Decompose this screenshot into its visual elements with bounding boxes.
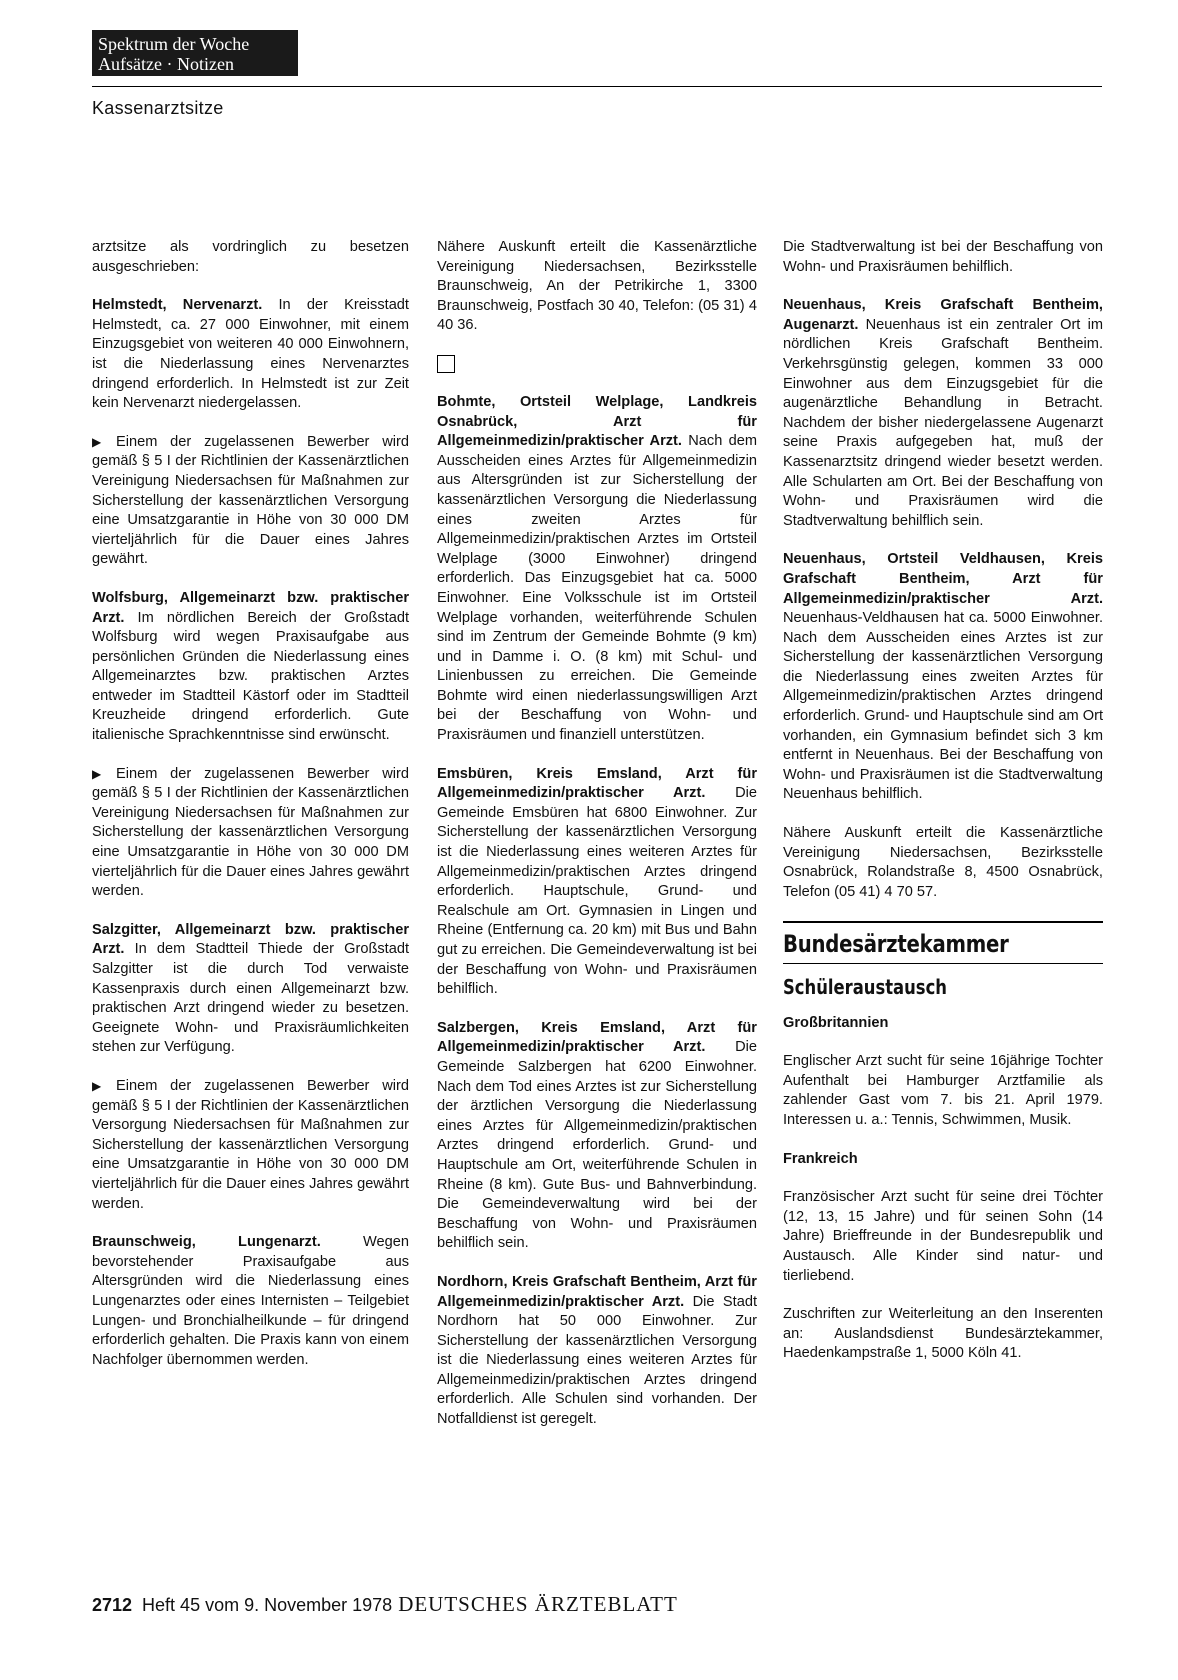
guarantee-note: [92, 1077, 409, 1214]
banner-line-2: Aufsätze · Notizen: [98, 54, 234, 74]
heading-rule: [783, 963, 1103, 964]
intro-text: arztsitze als vordringlich zu besetzen ausgeschrieben:: [92, 239, 409, 275]
note-text: Einem der zugelassenen Bewerber wird gemäß § 5 I der Richtlinien der Kassenärztlichen Vereinigung Niedersachsen für Maßnahmen zur Sicherstellung der kassenärztlichen Versorgung eine Umsatzgarantie in Höhe von 30 000 DM vierteljährlich für die Dauer eines Jahres gewährt.: [92, 433, 409, 568]
listing-bohmte: [437, 393, 757, 746]
publication-name: DEUTSCHES ÄRZTEBLATT: [398, 1592, 678, 1616]
listing-heading: Salzbergen, Kreis Emsland, Arzt für Allgemeinmedizin/praktischer Arzt.: [437, 1019, 757, 1056]
page-number: 2712: [92, 1595, 133, 1615]
listing-heading: Salzgitter, Allgemeinarzt bzw. praktischer Arzt.: [92, 921, 409, 958]
listing-heading: Neuenhaus, Kreis Grafschaft Bentheim, Augenarzt.: [783, 297, 1103, 333]
listing-nordhorn: [437, 1273, 757, 1430]
listing-neuenhaus-veldhausen: [783, 550, 1103, 805]
listing-body: Im nördlichen Bereich der Großstadt Wolfsburg wird wegen Praxisaufgabe aus persönlichen Gründen die Niederlassung eines Allgemeinarztes bzw. praktischen Arztes entweder im Stadtteil Kästorf oder im Stadtteil Kreuzheide dringend erforderlich. Gute italienische Sprachkenntnisse sind erwünscht.: [92, 609, 409, 744]
contact-osnabrueck: Nähere Auskunft erteilt die Kassenärztliche Vereinigung Niedersachsen, Bezirksstelle Osnabrück, Rolandstraße 8, 4500 Osnabrück, Telefon (05 41) 4 70 57.: [783, 825, 1103, 900]
header-rule: [92, 86, 1102, 87]
column-1: [92, 238, 409, 1389]
exchange-fr-text: Französischer Arzt sucht für seine drei Töchter (12, 13, 15 Jahre) und für seinen Sohn (14 Jahre) Brieffreunde in der Bundesrepublik und Austausch. Alle Kinder sind natur- und tierliebend.: [783, 1189, 1103, 1284]
listing-emsbueren: [437, 765, 757, 1000]
exchange-gb-text: Englischer Arzt sucht für seine 16jährige Tochter Aufenthalt bei Hamburger Arztfamilie als zahlender Gast vom 7. bis 21. April 1979. Interessen u. a.: Tennis, Schwimmen, Musik.: [783, 1053, 1103, 1128]
banner-line-1: Spektrum der Woche: [98, 34, 250, 54]
page-footer: [92, 1592, 678, 1617]
note-text: Einem der zugelassenen Bewerber wird gemäß § 5 I der Richtlinien der Kassenärztlichen Vereinigung Niedersachsen für Maßnahmen zur Sicherstellung der kassenärztlichen Versorgung eine Umsatzgarantie in Höhe von 30 000 DM vierteljährlich für die Dauer eines Jahres gewährt werden.: [92, 765, 409, 900]
section-rule: [783, 921, 1103, 923]
arrow-icon: ▶: [92, 434, 110, 449]
listing-body: Neuenhaus-Veldhausen hat ca. 5000 Einwohner. Nach dem Ausscheiden eines Arztes ist zur Sicherstellung der kassenärztlichen Versorgung die Niederlassung eines zweiten Arztes für Allgemeinmedizin/praktischen Arztes dringend erforderlich. Grund- und Hauptschule sind am Ort vorhanden, ein Gymnasium befindet sich 3 km entfernt in Neuenhaus. Bei der Beschaffung von Wohn- und Praxisräumen ist die Stadtverwaltung Neuenhaus behilflich.: [783, 610, 1103, 803]
separator-box-icon: [437, 355, 455, 373]
column-2: [437, 238, 757, 1449]
listing-body: Nach dem Ausscheiden eines Arztes für Allgemeinmedizin aus Altersgründen ist zur Sicherstellung der kassenärztlichen Versorgung die Niederlassung eines zweiten Arztes für Allgemeinmedizin/praktischen Arztes im Ortsteil Welplage (3000 Einwohner) dringend erforderlich. Das Einzugsgebiet hat ca. 5000 Einwohner. Eine Volksschule ist im Ortsteil Welplage vorhanden, weiterführende Schulen sind im Zentrum der Gemeinde Bohmte (9 km) und in Damme i. O. (8 km) mit Schul- und Linienbussen zu erreichen. Die Gemeinde Bohmte wird einen niederlassungswilligen Arzt bei der Beschaffung von Wohn- und Praxisräumen und finanziell unterstützen.: [437, 433, 757, 744]
listing-body: Die Gemeinde Emsbüren hat 6800 Einwohner. Zur Sicherstellung der kassenärztlichen Versorgung ist die Niederlassung eines weiteren Arztes für Allgemeinmedizin/praktischen Arztes dringend erforderlich. Hauptschule, Grund- und Realschule am Ort. Gymnasien in Lingen und Rheine (Entfernung ca. 20 km) mit Bus und Bahn gut zu erreichen. Die Gemeindeverwaltung ist bei der Beschaffung von Wohn- und Praxisräumen behilflich.: [437, 785, 758, 998]
listing-helmstedt: [92, 296, 409, 414]
guarantee-note: [92, 433, 409, 570]
listing-salzgitter: [92, 921, 409, 1058]
issue-info: Heft 45 vom 9. November 1978: [142, 1595, 393, 1615]
column-3: [783, 238, 1103, 1383]
listing-heading: Neuenhaus, Ortsteil Veldhausen, Kreis Grafschaft Bentheim, Arzt für Allgemeinmedizin/praktischer Arzt.: [783, 551, 1103, 607]
listing-neuenhaus-augenarzt: [783, 296, 1103, 531]
contact-braunschweig: Nähere Auskunft erteilt die Kassenärztliche Vereinigung Niedersachsen, Bezirksstelle Braunschweig, An der Petrikirche 1, 3300 Braunschweig, Postfach 30 40, Telefon: (05 31) 4 40 36.: [437, 239, 757, 334]
listing-body: In dem Stadtteil Thiede der Großstadt Salzgitter ist die durch Tod verwaiste Kassenpraxis durch einen Allgemeinarzt bzw. praktischen Arzt dringend wieder zu besetzen. Geeignete Wohn- und Praxisräumlichkeiten stehen zur Verfügung.: [92, 941, 409, 1056]
listing-body: Die Stadt Nordhorn hat 50 000 Einwohner. Zur Sicherstellung der kassenärztlichen Versorgung ist die Niederlassung eines weiteren Arztes für Allgemeinmedizin/praktischen Arztes dringend erforderlich. Alle Schulen sind vorhanden. Der Notfalldienst ist geregelt.: [437, 1293, 757, 1428]
listing-heading: Braunschweig, Lungenarzt.: [92, 1234, 321, 1251]
listing-body: Die Gemeinde Salzbergen hat 6200 Einwohner. Nach dem Tod eines Arztes ist zur Sicherstellung der ärztlichen Versorgung die Niederlassung eines Arztes für Allgemeinmedizin/praktischen Arztes dringend erforderlich. Grund- und Hauptschule am Ort, weiterführende Schulen in Rheine (8 km). Gute Bus- und Bahnverbindung. Die Gemeindeverwaltung wird bei der Beschaffung von Wohn- und Praxisräumen behilflich sein.: [437, 1039, 758, 1252]
section-heading-bundesaerztekammer: Bundesärztekammer: [783, 930, 1009, 959]
guarantee-note: [92, 765, 409, 902]
country-heading-gb: Großbritannien: [783, 1014, 889, 1031]
arrow-icon: ▶: [92, 766, 110, 781]
section-banner: [92, 30, 298, 76]
arrow-icon: ▶: [92, 1078, 110, 1093]
note-text: Einem der zugelassenen Bewerber wird gemäß § 5 I der Richtlinien der Kassenärztlichen Versorgung Niedersachsen für Maßnahmen zur Sicherstellung der kassenärztlichen Versorgung eine Umsatzgarantie in Höhe von 30 000 DM vierteljährlich für die Dauer eines Jahres gewährt werden.: [92, 1077, 409, 1212]
listing-body: Wegen bevorstehender Praxisaufgabe aus Altersgründen wird die Niederlassung eines Lungenarztes oder eines Internisten – Teilgebiet Lungen- und Bronchialheilkunde – für dringend erforderlich gehalten. Die Praxis kann von einem Nachfolger übernommen werden.: [92, 1234, 409, 1368]
listing-heading: Emsbüren, Kreis Emsland, Arzt für Allgemeinmedizin/praktischer Arzt.: [437, 765, 757, 802]
listing-braunschweig: [92, 1233, 409, 1370]
listing-heading: Nordhorn, Kreis Grafschaft Bentheim, Arzt für Allgemeinmedizin/praktischer Arzt.: [437, 1273, 757, 1310]
country-heading-fr: Frankreich: [783, 1150, 858, 1167]
listing-heading: Wolfsburg, Allgemeinarzt bzw. praktischer Arzt.: [92, 589, 409, 626]
continued-text: Die Stadtverwaltung ist bei der Beschaffung von Wohn- und Praxisräumen behilflich.: [783, 239, 1103, 275]
mail-instructions: Zuschriften zur Weiterleitung an den Inserenten an: Auslandsdienst Bundesärztekammer, Haedenkampstraße 1, 5000 Köln 41.: [783, 1306, 1103, 1362]
subsection-heading-schueleraustausch: Schüleraustausch: [783, 975, 947, 999]
listing-wolfsburg: [92, 589, 409, 746]
listing-heading: Bohmte, Ortsteil Welplage, Landkreis Osnabrück, Arzt für Allgemeinmedizin/praktischer Arzt.: [437, 393, 757, 450]
listing-salzbergen: [437, 1019, 757, 1254]
listing-body: In der Kreisstadt Helmstedt, ca. 27 000 Einwohner, mit einem Einzugsgebiet von weiteren 40 000 Einwohnern, ist die Niederlassung eines Nervenarztes dringend erforderlich. In Helmstedt ist zur Zeit kein Nervenarzt niedergelassen.: [92, 297, 409, 412]
listing-heading: Helmstedt, Nervenarzt.: [92, 297, 263, 314]
listing-body: Neuenhaus ist ein zentraler Ort im nördlichen Kreis Grafschaft Bentheim. Verkehrsgünstig gelegen, kommen 33 000 Einwohner aus dem Einzugsgebiet für die augenärztliche Behandlung in Betracht. Nachdem der bisher niedergelassene Augenarzt seine Praxis aufgegeben hat, muß der Kassenarztsitz dringend wieder besetzt werden. Alle Schularten am Ort. Bei der Beschaffung von Wohn- und Praxisräumen wird die Stadtverwaltung behilflich sein.: [783, 316, 1103, 529]
section-title: Kassenarztsitze: [92, 98, 224, 118]
